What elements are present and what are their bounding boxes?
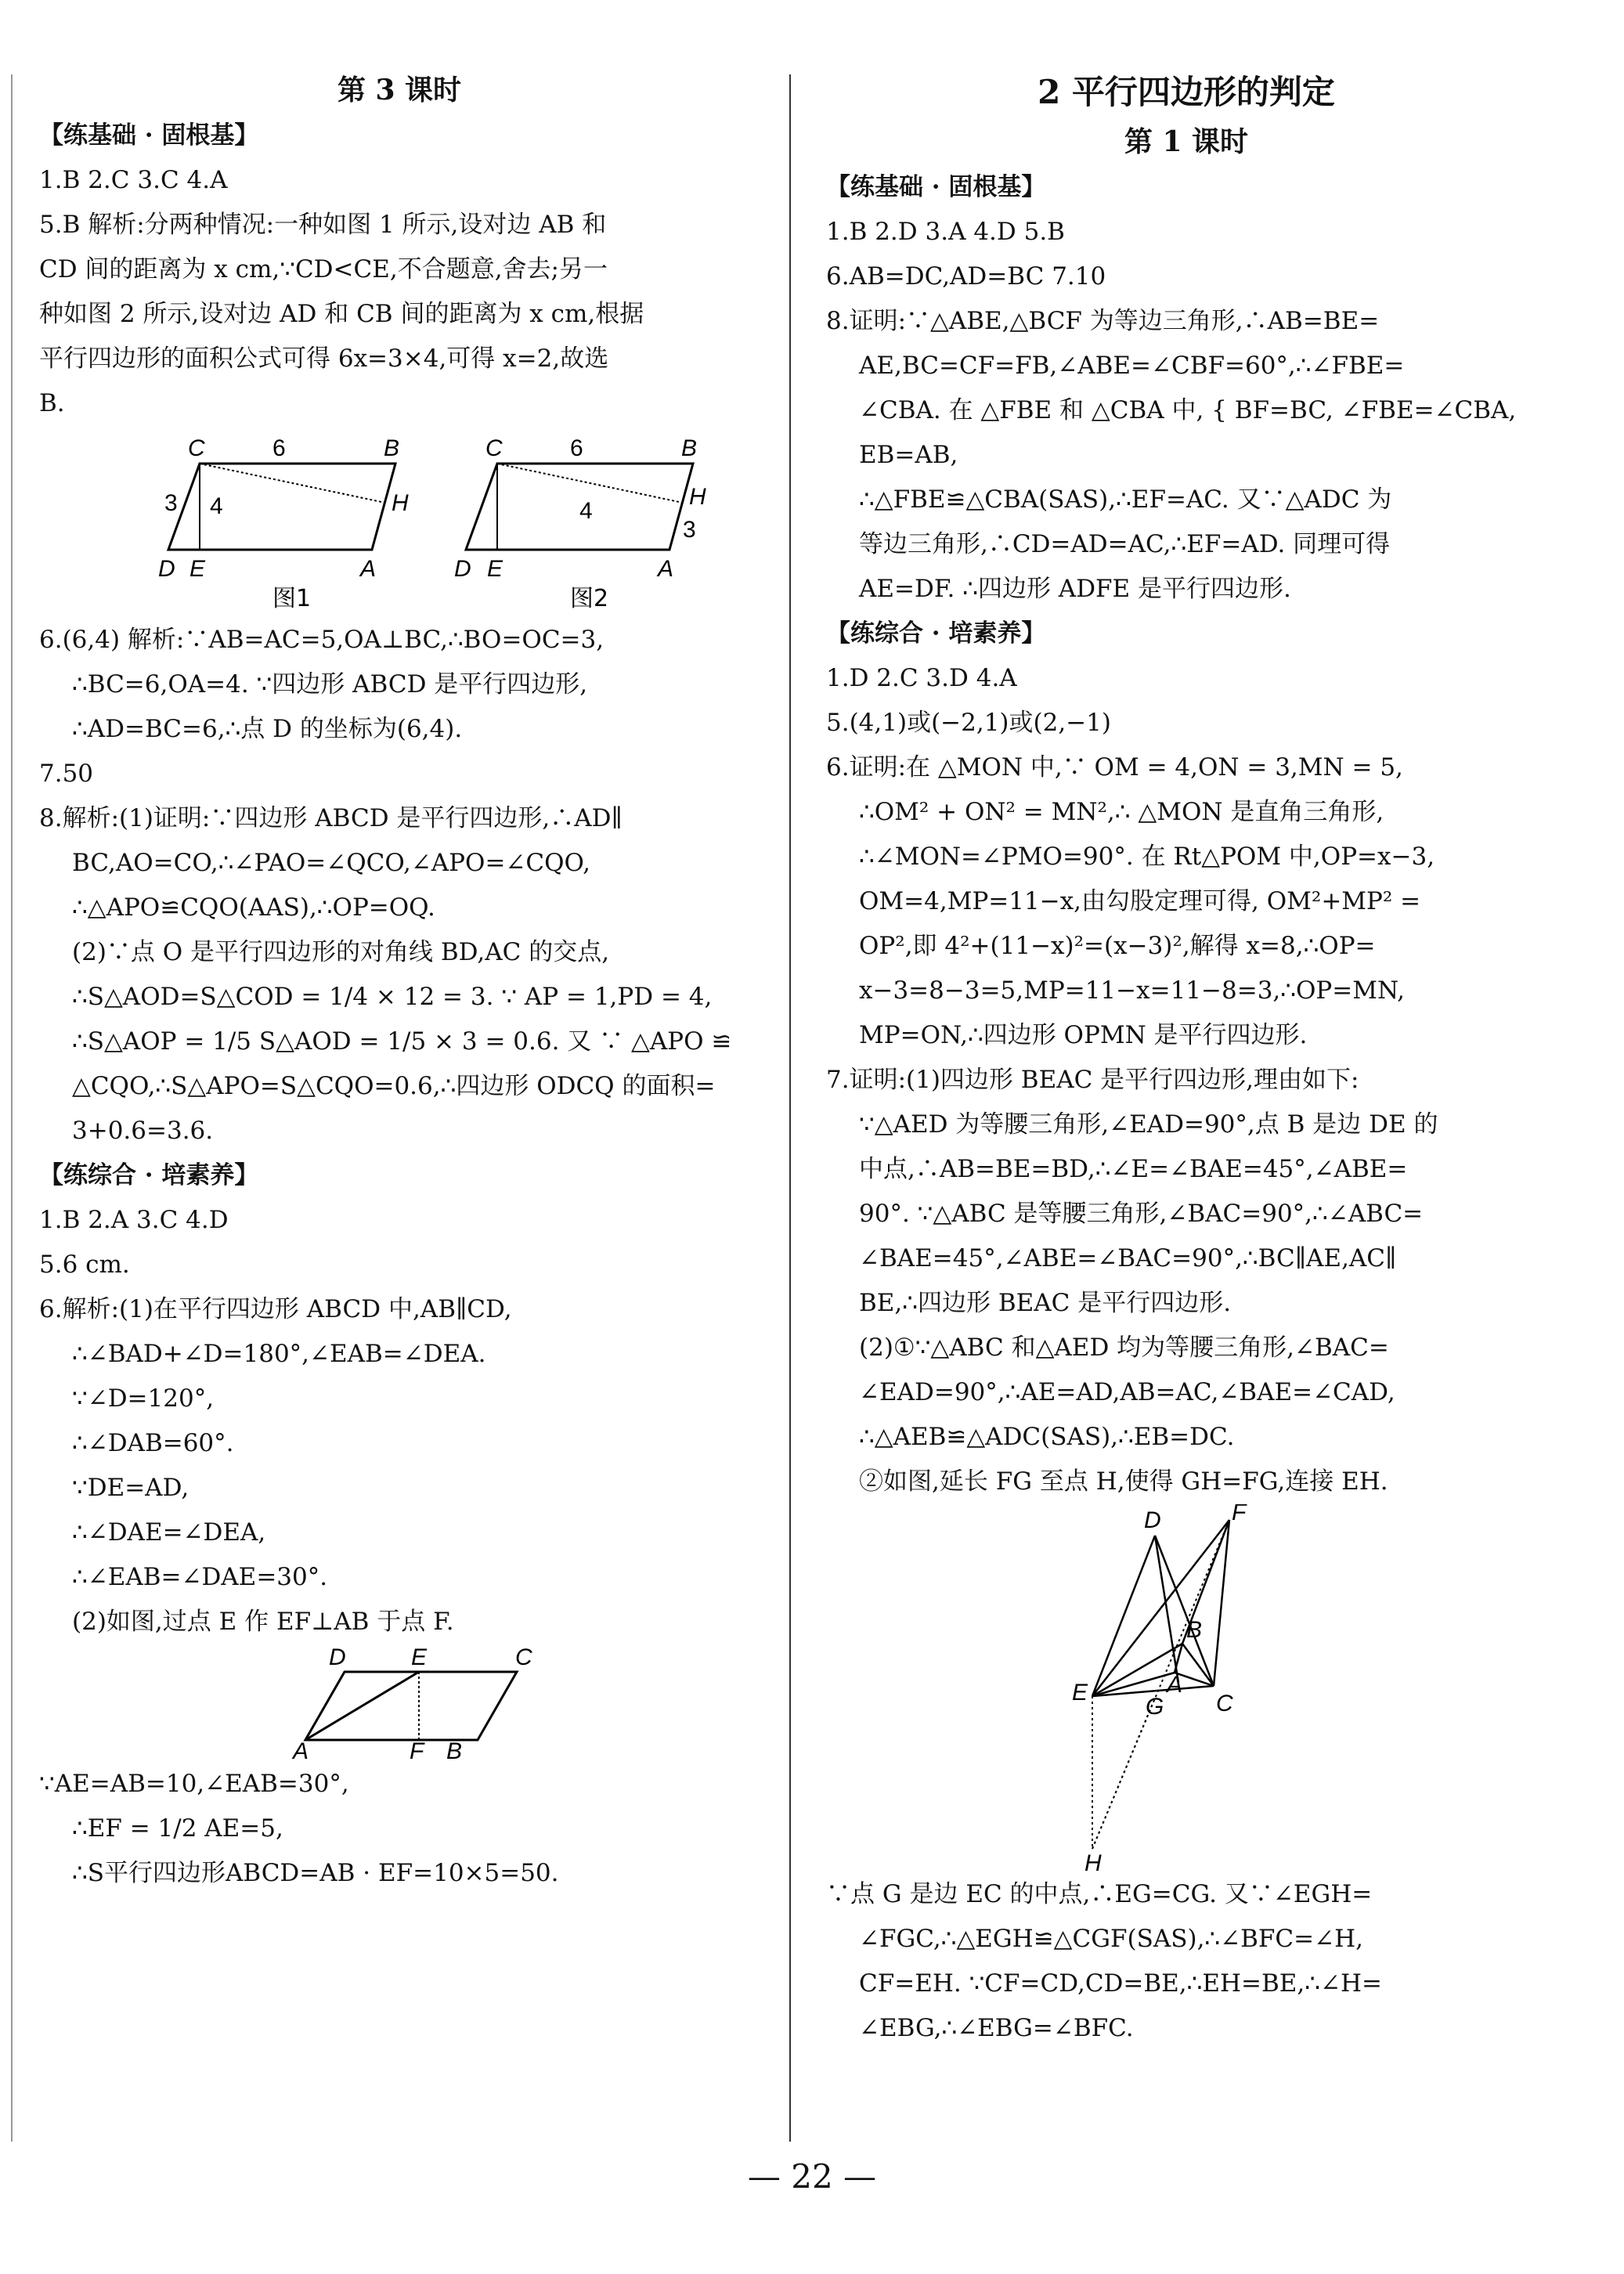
answer-line: ∠FGC,∴△EGH≌△CGF(SAS),∴∠BFC=∠H,	[859, 1925, 1363, 1953]
answer-line: 6.(6,4) 解析:∵AB=AC=5,OA⊥BC,∴BO=OC=3,	[39, 626, 604, 654]
answer-line: (2)如图,过点 E 作 EF⊥AB 于点 F.	[72, 1608, 454, 1636]
answer-line: ∵点 G 是边 EC 的中点,∴EG=CG. 又∵∠EGH=	[826, 1880, 1373, 1908]
answer-line: x−3=8−3=5,MP=11−x=11−8=3,∴OP=MN,	[859, 976, 1405, 1005]
answer-line: 5.6 cm.	[39, 1251, 130, 1279]
svg-text:4: 4	[210, 493, 223, 519]
svg-text:E: E	[189, 556, 206, 582]
right-lesson-title: 第 1 课时	[1124, 125, 1249, 158]
answer-line: ②如图,延长 FG 至点 H,使得 GH=FG,连接 EH.	[859, 1467, 1388, 1496]
answer-line: 3+0.6=3.6.	[72, 1117, 214, 1145]
svg-text:B: B	[1186, 1617, 1203, 1643]
svg-text:D: D	[329, 1644, 346, 1670]
svg-text:A: A	[1167, 1672, 1183, 1698]
figure-triangles	[1069, 1504, 1327, 1872]
svg-text:4: 4	[579, 498, 593, 524]
answer-line: 中点,∴AB=BE=BD,∴∠E=∠BAE=45°,∠ABE=	[859, 1155, 1408, 1183]
section-heading-comprehensive: 【练综合 · 培素养】	[39, 1161, 259, 1189]
answer-line: 90°. ∵△ABC 是等腰三角形,∠BAC=90°,∴∠ABC=	[859, 1200, 1424, 1228]
svg-text:G: G	[1146, 1694, 1164, 1720]
answer-line: ∴OM² + ON² = MN²,∴ △MON 是直角三角形,	[859, 798, 1384, 826]
answer-line: 8.解析:(1)证明:∵四边形 ABCD 是平行四边形,∴AD∥	[39, 804, 623, 832]
right-column	[826, 67, 1546, 2051]
answer-line: ∴BC=6,OA=4. ∵四边形 ABCD 是平行四边形,	[72, 670, 588, 698]
figure-1	[158, 435, 409, 612]
section-heading-basic: 【练基础 · 固根基】	[826, 173, 1046, 201]
answer-line: ∴∠BAD+∠D=180°,∠EAB=∠DEA.	[72, 1340, 486, 1368]
svg-text:3: 3	[683, 517, 696, 543]
answer-line: MP=ON,∴四边形 OPMN 是平行四边形.	[859, 1021, 1308, 1049]
svg-text:C: C	[515, 1644, 532, 1670]
answer-line: (2)①∵△ABC 和△AED 均为等腰三角形,∠BAC=	[859, 1334, 1389, 1362]
svg-text:A: A	[658, 556, 674, 582]
answer-line: 6.解析:(1)在平行四边形 ABCD 中,AB∥CD,	[39, 1295, 512, 1323]
svg-text:E: E	[1072, 1680, 1088, 1706]
answer-line: 1.B 2.A 3.C 4.D	[39, 1206, 229, 1234]
svg-text:C: C	[188, 435, 205, 461]
svg-text:E: E	[411, 1644, 428, 1670]
answer-line: BE,∴四边形 BEAC 是平行四边形.	[859, 1289, 1232, 1317]
binding-margin-line	[11, 74, 13, 2142]
svg-text:图2: 图2	[570, 585, 609, 612]
left-column	[39, 67, 760, 1896]
answer-line: ∴EF = 1/2 AE=5,	[72, 1814, 283, 1843]
svg-text:6: 6	[570, 435, 583, 461]
figures-1-2	[63, 426, 736, 618]
svg-text:C: C	[485, 435, 503, 461]
section-heading-comprehensive: 【练综合 · 培素养】	[826, 619, 1046, 648]
svg-text:B: B	[681, 435, 698, 461]
answer-line: CF=EH. ∵CF=CD,CD=BE,∴EH=BE,∴∠H=	[859, 1969, 1382, 1998]
answer-line: ∠BAE=45°,∠ABE=∠BAC=90°,∴BC∥AE,AC∥	[859, 1244, 1397, 1272]
answer-line: △CQO,∴S△APO=S△CQO=0.6,∴四边形 ODCQ 的面积=	[72, 1072, 716, 1100]
answer-line: 6.AB=DC,AD=BC 7.10	[826, 262, 1106, 291]
svg-text:6: 6	[272, 435, 286, 461]
svg-text:B: B	[384, 435, 400, 461]
answer-line: ∴S△AOD=S△COD = 1/4 × 12 = 3. ∵ AP = 1,PD = 4,	[72, 983, 713, 1011]
answer-line: 6.证明:在 △MON 中,∵ OM = 4,ON = 3,MN = 5,	[826, 753, 1403, 781]
answer-line: ∴∠DAE=∠DEA,	[72, 1518, 266, 1547]
answer-line: ∴△APO≌CQO(AAS),∴OP=OQ.	[72, 893, 435, 922]
answer-line: 种如图 2 所示,设对边 AD 和 CB 间的距离为 x cm,根据	[39, 300, 644, 328]
answer-line: 5.B 解析:分两种情况:一种如图 1 所示,设对边 AB 和	[39, 211, 607, 239]
answer-line: 等边三角形,∴CD=AD=AC,∴EF=AD. 同理可得	[859, 530, 1391, 558]
answer-line: ∴∠MON=∠PMO=90°. 在 Rt△POM 中,OP=x−3,	[859, 843, 1435, 871]
answer-line: 5.(4,1)或(−2,1)或(2,−1)	[826, 709, 1111, 737]
answer-line: ∠CBA. 在 △FBE 和 △CBA 中, { BF=BC, ∠FBE=∠CBA, EB=AB,	[859, 396, 1517, 469]
svg-text:D: D	[158, 556, 175, 582]
answer-line: ∵∠D=120°,	[72, 1384, 215, 1413]
answer-line: ∴S平行四边形ABCD=AB · EF=10×5=50.	[72, 1859, 559, 1887]
svg-text:图1: 图1	[272, 585, 312, 612]
answer-line: 7.50	[39, 760, 94, 788]
answer-line: 8.证明:∵△ABE,△BCF 为等边三角形,∴AB=BE=	[826, 307, 1380, 335]
answer-line: ∴S△AOP = 1/5 S△AOD = 1/5 × 3 = 0.6. 又 ∵ △APO ≌	[72, 1027, 732, 1056]
answer-line: ∵△AED 为等腰三角形,∠EAD=90°,点 B 是边 DE 的	[859, 1110, 1438, 1139]
svg-text:B: B	[446, 1738, 463, 1762]
answer-line: AE=DF. ∴四边形 ADFE 是平行四边形.	[859, 575, 1291, 603]
answer-line: 平行四边形的面积公式可得 6x=3×4,可得 x=2,故选	[39, 345, 609, 373]
svg-text:F: F	[410, 1738, 424, 1762]
answer-line: ∠EBG,∴∠EBG=∠BFC.	[859, 2014, 1134, 2042]
answer-line: B.	[39, 389, 65, 417]
answer-line: ∵AE=AB=10,∠EAB=30°,	[39, 1770, 349, 1798]
answer-line: OM=4,MP=11−x,由勾股定理可得, OM²+MP² =	[859, 887, 1421, 915]
svg-text:D: D	[454, 556, 471, 582]
figure-2	[454, 435, 706, 612]
answer-line: 1.D 2.C 3.D 4.A	[826, 664, 1017, 692]
page-number: — 22 —	[747, 2157, 877, 2196]
answer-line: ∴△FBE≌△CBA(SAS),∴EF=AC. 又∵△ADC 为	[859, 485, 1392, 514]
figure-parallelogram-abcd	[282, 1644, 579, 1762]
svg-text:F: F	[1232, 1504, 1247, 1525]
svg-text:H: H	[689, 484, 706, 510]
section-heading-basic: 【练基础 · 固根基】	[39, 121, 259, 150]
svg-text:H: H	[1084, 1850, 1102, 1872]
answer-line: 1.B 2.C 3.C 4.A	[39, 166, 228, 194]
answer-line: 1.B 2.D 3.A 4.D 5.B	[826, 218, 1065, 246]
answer-line: OP²,即 4²+(11−x)²=(x−3)²,解得 x=8,∴OP=	[859, 932, 1376, 960]
answer-line: 7.证明:(1)四边形 BEAC 是平行四边形,理由如下:	[826, 1066, 1359, 1094]
answer-line: (2)∵点 O 是平行四边形的对角线 BD,AC 的交点,	[72, 938, 610, 966]
answer-line: BC,AO=CO,∴∠PAO=∠QCO,∠APO=∠CQO,	[72, 849, 590, 877]
svg-text:A: A	[293, 1738, 309, 1762]
svg-text:E: E	[487, 556, 503, 582]
section-title: 2 平行四边形的判定	[1038, 73, 1335, 111]
answer-line: CD 间的距离为 x cm,∵CD<CE,不合题意,舍去;另一	[39, 255, 608, 283]
svg-text:D: D	[1144, 1507, 1161, 1533]
answer-line: ∴△AEB≌△ADC(SAS),∴EB=DC.	[859, 1423, 1235, 1451]
svg-text:H: H	[392, 490, 409, 516]
svg-text:3: 3	[164, 490, 178, 516]
answer-line: ∴AD=BC=6,∴点 D 的坐标为(6,4).	[72, 715, 463, 743]
answer-line: AE,BC=CF=FB,∠ABE=∠CBF=60°,∴∠FBE=	[859, 352, 1405, 380]
answer-line: ∴∠EAB=∠DAE=30°.	[72, 1563, 328, 1591]
svg-text:C: C	[1216, 1691, 1233, 1716]
answer-line: ∴∠DAB=60°.	[72, 1429, 234, 1457]
answer-line: ∵DE=AD,	[72, 1474, 189, 1502]
column-divider	[789, 74, 791, 2142]
left-lesson-title: 第 3 课时	[337, 74, 462, 106]
answer-line: ∠EAD=90°,∴AE=AD,AB=AC,∠BAE=∠CAD,	[859, 1378, 1395, 1406]
svg-text:A: A	[360, 556, 377, 582]
